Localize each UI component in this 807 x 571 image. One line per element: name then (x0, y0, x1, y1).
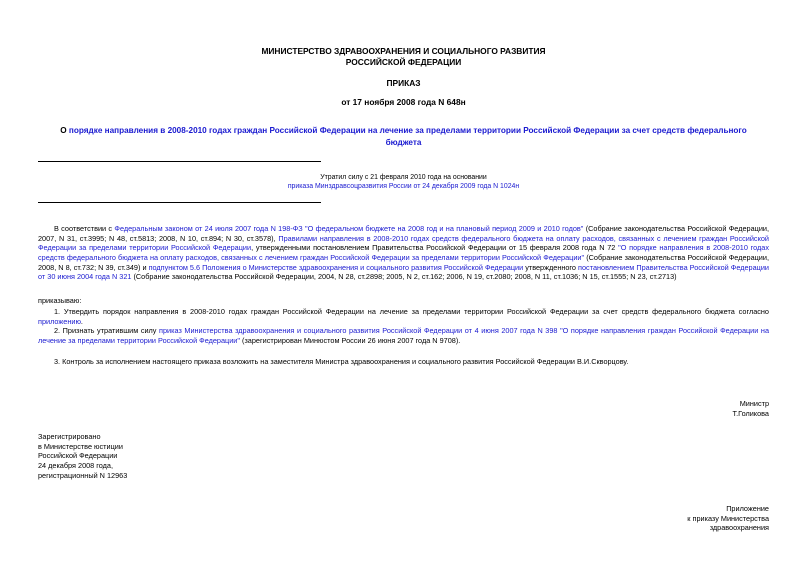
status-note (0, 173, 807, 191)
title-prefix: О (60, 126, 69, 135)
ministry-line-1: МИНИСТЕРСТВО ЗДРАВООХРАНЕНИЯ И СОЦИАЛЬНОГО РАЗВИТИЯ (261, 46, 546, 56)
order-398-link[interactable]: приказ Министерства здравоохранения и социального развития Российской Федерации от 4 июня 2007 года N 398 "О порядке направления граждан Российской Федерации на лечение за пределами территории Российской Федерации" (38, 326, 769, 345)
item-2-paragraph (38, 326, 769, 345)
document-type: ПРИКАЗ (386, 78, 421, 88)
registration-line-3: Российской Федерации (38, 451, 118, 461)
appendix-link[interactable]: приложению (38, 316, 81, 326)
divider-bottom (38, 202, 321, 203)
signature-position: Министр (739, 399, 769, 408)
appendix-line-2: к приказу Министерства (687, 513, 769, 523)
divider-top (38, 161, 321, 162)
preamble-text-1: В соответствии с (54, 224, 115, 233)
signature-name: Т.Голикова (732, 408, 769, 418)
preamble-text-3: , утвержденными постановлением Правительства Российской Федерации от 15 февраля 2008 года N 72 (251, 243, 619, 253)
rules-link[interactable]: Правилами направления в 2008-2010 годах средств федерального бюджета на оплату расходов, связанных с лечением граждан Российской Федерации за пределами территории Российской Федерации (38, 233, 769, 253)
title-link[interactable]: порядке направления в 2008-2010 годах граждан Российской Федерации на лечение за пределами территории Российской Федерации за счет средств федерального бюджета (68, 126, 747, 147)
ministry-header (0, 46, 807, 67)
preamble-paragraph (38, 224, 769, 282)
appendix-line-1: Приложение (726, 504, 769, 513)
signature-block (568, 399, 769, 418)
item-2 (38, 326, 769, 345)
order-word: приказываю: (38, 296, 82, 305)
item-1-paragraph (38, 307, 769, 326)
status-line: Утратил силу с 21 февраля 2010 года на основании (320, 174, 487, 181)
appendix-line-3: здравоохранения (709, 523, 769, 533)
regulation-subclause-link[interactable]: подпунктом 5.6 Положения о Министерстве здравоохранения и социального развития Российской Федерации (148, 262, 524, 272)
ministry-line-2: РОССИЙСКОЙ ФЕДЕРАЦИИ (345, 56, 462, 67)
item-2-text: 2. Признать утратившим силу (54, 326, 160, 335)
registration-line-5: регистрационный N 12963 (38, 470, 128, 480)
preamble-text-4: (Собрание законодательства Российской Федерации, 2008, N 8, ст.732; N 39, ст.349) и (38, 252, 769, 272)
item-1-text: 1. Утвердить порядок направления в 2008-2010 годах граждан Российской Федерации на лечение за пределами территории Российской Федерации за счет средств федерального бюджета согласно (54, 307, 769, 316)
repeal-order-link[interactable]: приказа Минздравсоцразвития России от 24 декабря 2009 года N 1024н (287, 183, 520, 191)
document-title (55, 125, 752, 149)
preamble (38, 224, 769, 282)
document-date: от 17 ноября 2008 года N 648н (341, 97, 466, 107)
registration-line-1: Зарегистрировано (38, 432, 101, 441)
item-1 (38, 307, 769, 326)
item-3 (38, 357, 769, 367)
appendix-header (568, 504, 769, 533)
item-3-paragraph: 3. Контроль за исполнением настоящего приказа возложить на заместителя Министра здравоохранения и социального развития Российской Федерации В.И.Скворцову. (54, 357, 629, 366)
preamble-text-5: утвержденного (523, 262, 579, 272)
item-1-end: . (80, 316, 83, 326)
resolution-321-link[interactable]: постановлением Правительства Российской Федерации от 30 июня 2004 года N 321 (38, 262, 769, 282)
resolution-72-link[interactable]: "О порядке направления в 2008-2010 годах средств федерального бюджета на оплату расходов, связанных с лечением граждан Российской Федерации за пределами территории Российской Федерации" (38, 243, 769, 262)
federal-law-link[interactable]: Федеральным законом от 24 июля 2007 года N 198-ФЗ "О федеральном бюджете на 2008 год и на плановый период 2009 и 2010 годов" (114, 224, 584, 233)
registration-block (38, 432, 127, 480)
registration-line-4: 24 декабря 2008 года, (38, 460, 114, 470)
preamble-text-6: (Собрание законодательства Российской Федерации, 2004, N 28, ст.2898; 2005, N 2, ст.162; 2006, N 19, ст.2080; 2008, N 11, ст.1036; N 15, ст.1555; N 23, ст.2713) (131, 272, 677, 282)
item-2-end: (зарегистрирован Минюстом России 26 июня 2007 года N 9708). (239, 335, 461, 345)
registration-line-2: в Министерстве юстиции (38, 441, 123, 451)
preamble-text-2: (Собрание законодательства Российской Федерации, 2007, N 31, ст.3995; N 48, ст.5813; 2008, N 10, ст.894; N 30, ст.3578), (38, 224, 769, 243)
